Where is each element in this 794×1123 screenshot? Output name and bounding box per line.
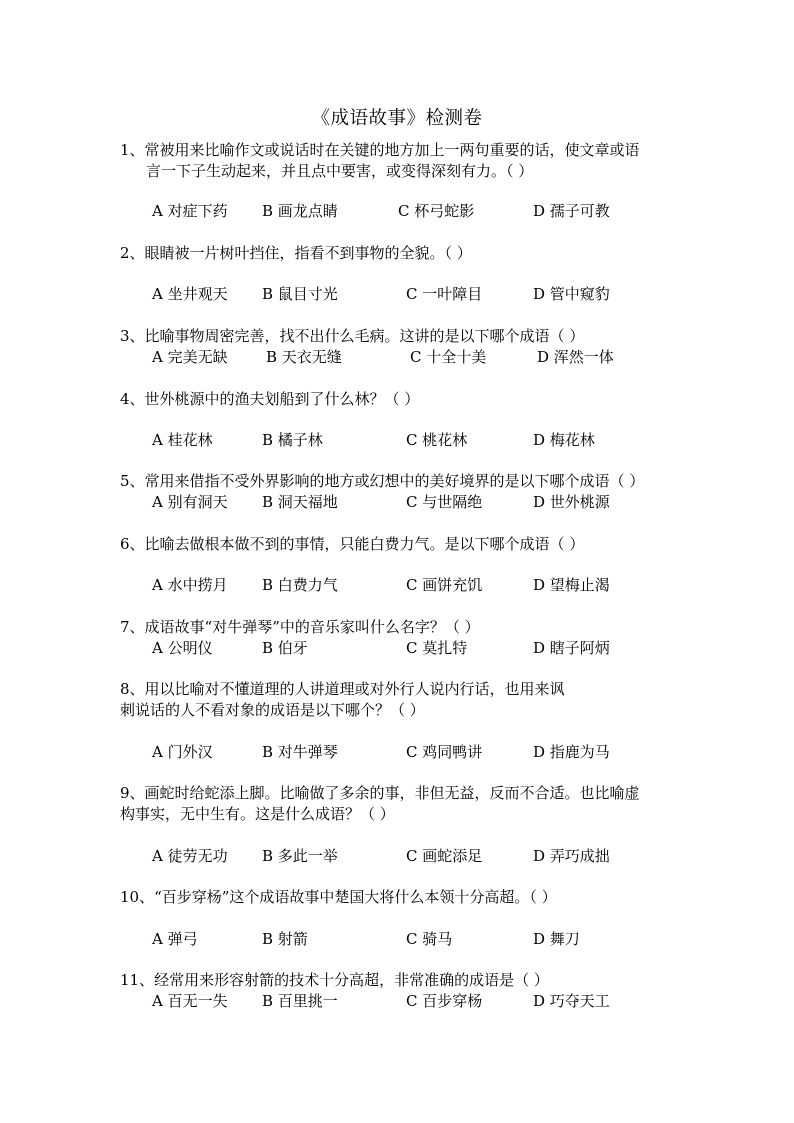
question-text: 9、画蛇时给蛇添上脚。比喻做了多余的事，非但无益，反而不合适。也比喻虚	[120, 784, 640, 802]
question-text: 2、眼睛被一片树叶挡住，指看不到事物的全貌。（ ）	[120, 244, 472, 262]
option-d[interactable]: D 瞎子阿炳	[533, 639, 610, 657]
question-text: 4、世外桃源中的渔夫划船到了什么林？（ ）	[120, 390, 420, 408]
question-text: 言一下子生动起来，并且点中要害，或变得深刻有力。（ ）	[146, 162, 534, 180]
option-c[interactable]: C 骑马	[406, 930, 453, 948]
option-d[interactable]: D 巧夺天工	[533, 992, 610, 1010]
question-text: 7、成语故事“对牛弹琴”中的音乐家叫什么名字？（ ）	[120, 618, 480, 636]
question-text: 1、常被用来比喻作文或说话时在关键的地方加上一两句重要的话，使文章或语	[120, 141, 640, 159]
option-a[interactable]: A 百无一失	[152, 992, 228, 1010]
question-text: 3、比喻事物周密完善，找不出什么毛病。这讲的是以下哪个成语（ ）	[120, 327, 585, 345]
option-c[interactable]: C 莫扎特	[406, 639, 468, 657]
option-b[interactable]: B 对牛弹琴	[262, 743, 338, 761]
option-c[interactable]: C 百步穿杨	[406, 992, 483, 1010]
question-text: 10、“百步穿杨”这个成语故事中楚国大将什么本领十分高超。（ ）	[120, 888, 557, 906]
option-c[interactable]: C 与世隔绝	[406, 493, 483, 511]
option-a[interactable]: A 别有洞天	[152, 493, 228, 511]
option-a[interactable]: A 完美无缺	[152, 348, 228, 366]
option-b[interactable]: B 百里挑一	[262, 992, 338, 1010]
option-d[interactable]: D 管中窥豹	[533, 285, 610, 303]
option-b[interactable]: B 画龙点睛	[262, 202, 338, 220]
question-text: 刺说话的人不看对象的成语是以下哪个？（ ）	[120, 701, 425, 719]
option-b[interactable]: B 洞天福地	[262, 493, 338, 511]
option-c[interactable]: C 画饼充饥	[406, 576, 483, 594]
option-c[interactable]: C 画蛇添足	[406, 847, 483, 865]
option-c[interactable]: C 鸡同鸭讲	[406, 743, 483, 761]
option-a[interactable]: A 坐井观天	[152, 285, 228, 303]
option-b[interactable]: B 鼠目寸光	[262, 285, 338, 303]
option-a[interactable]: A 对症下药	[152, 202, 228, 220]
option-d[interactable]: D 舞刀	[533, 930, 580, 948]
option-d[interactable]: D 孺子可教	[533, 202, 610, 220]
option-b[interactable]: B 橘子林	[262, 431, 323, 449]
option-b[interactable]: B 天衣无缝	[266, 348, 342, 366]
question-text: 8、用以比喻对不懂道理的人讲道理或对外行人说内行话，也用来讽	[120, 680, 565, 698]
option-a[interactable]: A 公明仪	[152, 639, 213, 657]
option-d[interactable]: D 望梅止渴	[533, 576, 610, 594]
option-b[interactable]: B 多此一举	[262, 847, 338, 865]
option-a[interactable]: A 门外汉	[152, 743, 213, 761]
question-text: 5、常用来借指不受外界影响的地方或幻想中的美好境界的是以下哪个成语（ ）	[120, 472, 645, 490]
option-c[interactable]: C 十全十美	[410, 348, 487, 366]
option-a[interactable]: A 弹弓	[152, 930, 198, 948]
option-c[interactable]: C 杯弓蛇影	[398, 202, 475, 220]
option-d[interactable]: D 浑然一体	[537, 348, 614, 366]
option-b[interactable]: B 伯牙	[262, 639, 308, 657]
page-title: 《成语故事》检测卷	[311, 108, 483, 129]
option-c[interactable]: C 一叶障目	[406, 285, 483, 303]
question-text: 6、比喻去做根本做不到的事情，只能白费力气。是以下哪个成语（ ）	[120, 535, 585, 553]
option-a[interactable]: A 徒劳无功	[152, 847, 228, 865]
option-d[interactable]: D 世外桃源	[533, 493, 610, 511]
question-text: 构事实，无中生有。这是什么成语？（ ）	[120, 805, 395, 823]
option-d[interactable]: D 弄巧成拙	[533, 847, 610, 865]
option-b[interactable]: B 白费力气	[262, 576, 338, 594]
option-d[interactable]: D 梅花林	[533, 431, 595, 449]
option-b[interactable]: B 射箭	[262, 930, 308, 948]
option-a[interactable]: A 水中捞月	[152, 576, 228, 594]
option-a[interactable]: A 桂花林	[152, 431, 213, 449]
option-d[interactable]: D 指鹿为马	[533, 743, 610, 761]
question-text: 11、经常用来形容射箭的技术十分高超，非常准确的成语是（ ）	[120, 971, 549, 989]
option-c[interactable]: C 桃花林	[406, 431, 468, 449]
